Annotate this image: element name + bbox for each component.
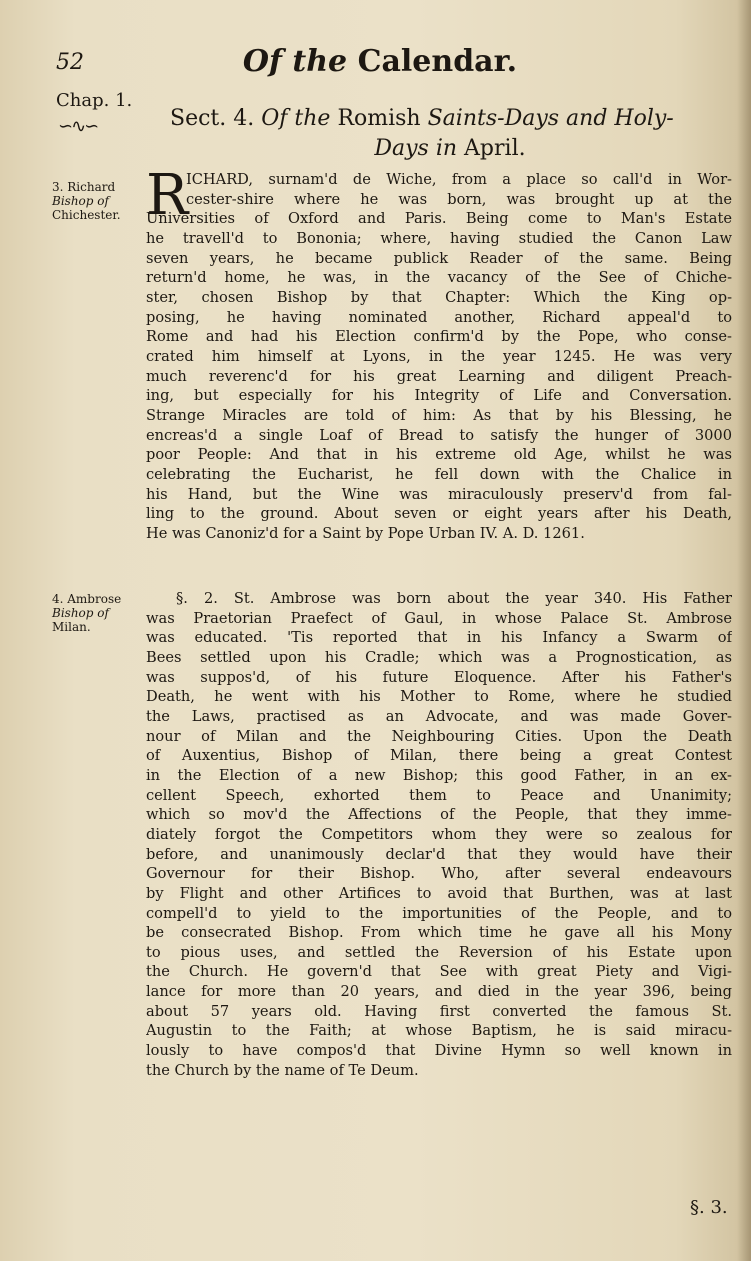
running-head-prefix: Of the xyxy=(242,44,348,79)
text-line: Augustin to the Faith; at whose Baptism, he is said miracu- xyxy=(146,1022,732,1040)
section-heading-part-2: Romish xyxy=(337,106,421,131)
text-line: ling to the ground. About seven or eight years after his Death, xyxy=(146,505,732,523)
text-line: the Church by the name of Te Deum. xyxy=(146,1061,419,1079)
margin-note-richard xyxy=(52,180,152,222)
text-line: celebrating the Eucharist, he fell down with the Chalice in xyxy=(146,465,732,483)
text-line: poor People: And that in his extreme old Age, whilst he was xyxy=(146,446,732,464)
page-number: 52 xyxy=(56,50,84,75)
text-line: his Hand, but the Wine was miraculously preserv'd from fal- xyxy=(146,485,732,503)
text-line: about 57 years old. Having first converted the famous St. xyxy=(146,1002,732,1020)
section-heading-part-3: Saints-Days and Holy- xyxy=(427,106,674,131)
text-line: §. 2. St. Ambrose was born about the year 340. His Father xyxy=(176,590,732,607)
section-heading-line-1 xyxy=(160,104,740,134)
text-line: he travell'd to Bononia; where, having studied the Canon Law xyxy=(146,229,732,247)
text-line: Strange Miracles are told of him: As that by his Blessing, he xyxy=(146,406,732,424)
margin-note-line: Milan. xyxy=(52,620,91,634)
text-line: much reverenc'd for his great Learning and diligent Preach- xyxy=(146,367,732,385)
text-line: ICHARD, surnam'd de Wiche, from a place so call'd in Wor- xyxy=(186,171,732,188)
text-line: cester-shire where he was born, was brought up at the xyxy=(186,190,732,208)
text-line: which so mov'd the Affections of the People, that they imme- xyxy=(146,806,732,824)
catchword: §. 3. xyxy=(690,1197,728,1218)
text-line: by Flight and other Artifices to avoid that Burthen, was at last xyxy=(146,884,732,902)
text-line: He was Canoniz'd for a Saint by Pope Urban IV. A. D. 1261. xyxy=(146,524,585,542)
margin-note-line: Bishop of xyxy=(52,606,109,620)
text-line: be consecrated Bishop. From which time he gave all his Mony xyxy=(146,924,732,942)
text-line: the Church. He govern'd that See with great Piety and Vigi- xyxy=(146,963,732,981)
margin-note-line: 3. Richard xyxy=(52,180,116,194)
text-line: was educated. 'Tis reported that in his Infancy a Swarm of xyxy=(146,629,732,647)
text-line: ing, but especially for his Integrity of Life and Conversation. xyxy=(146,387,732,405)
section-heading-part-1: Of the xyxy=(261,106,331,131)
text-line: was suppos'd, of his future Eloquence. After his Father's xyxy=(146,668,732,686)
text-line: return'd home, he was, in the vacancy of the See of Chiche- xyxy=(146,269,732,287)
margin-note-line: 4. Ambrose xyxy=(52,592,122,606)
text-line: diately forgot the Competitors whom they were so zealous for xyxy=(146,825,732,843)
text-line: before, and unanimously declar'd that they would have their xyxy=(146,845,732,863)
text-line: of Auxentius, Bishop of Milan, there being a great Contest xyxy=(146,747,732,765)
section-heading-part-4: Days in xyxy=(374,136,458,161)
text-line: was Praetorian Praefect of Gaul, in whose Palace St. Ambrose xyxy=(146,609,732,627)
text-line: cellent Speech, exhorted them to Peace and Unanimity; xyxy=(146,786,732,804)
margin-note-line: Bishop of xyxy=(52,194,109,208)
drop-cap: R xyxy=(146,163,189,228)
text-line: crated him himself at Lyons, in the year 1245. He was very xyxy=(146,347,732,365)
running-head xyxy=(180,44,580,79)
text-line: seven years, he became publick Reader of the same. Being xyxy=(146,249,732,267)
text-line: in the Election of a new Bishop; this good Father, in an ex- xyxy=(146,766,732,784)
text-line: encreas'd a single Loaf of Bread to satisfy the hunger of 3000 xyxy=(146,426,732,444)
running-head-title: Calendar. xyxy=(357,44,518,79)
text-line: Rome and had his Election confirm'd by the Pope, who conse- xyxy=(146,328,732,346)
text-line: Governour for their Bishop. Who, after several endeavours xyxy=(146,865,732,883)
chapter-label: Chap. 1. xyxy=(56,90,133,111)
paragraph-ambrose xyxy=(146,589,732,1080)
text-line: lously to have compos'd that Divine Hymn so well known in xyxy=(146,1042,732,1060)
margin-note-line: Chichester. xyxy=(52,208,121,222)
text-line: Bees settled upon his Cradle; which was a Prognostication, as xyxy=(146,648,732,666)
text-line: to pious uses, and settled the Reversion of his Estate upon xyxy=(146,943,732,961)
margin-note-ambrose xyxy=(52,592,152,634)
paragraph-richard xyxy=(146,163,732,543)
text-line: posing, he having nominated another, Richard appeal'd to xyxy=(146,308,732,326)
section-heading xyxy=(160,104,740,164)
text-line: compell'd to yield to the importunities of the People, and to xyxy=(146,904,732,922)
text-line: Universities of Oxford and Paris. Being come to Man's Estate xyxy=(146,210,732,228)
text-line: Death, he went with his Mother to Rome, where he studied xyxy=(146,688,732,706)
text-line: ster, chosen Bishop by that Chapter: Which the King op- xyxy=(146,288,732,306)
text-line: the Laws, practised as an Advocate, and was made Gover- xyxy=(146,707,732,725)
section-heading-line-2 xyxy=(160,134,740,164)
text-line: nour of Milan and the Neighbouring Cities. Upon the Death xyxy=(146,727,732,745)
section-label: Sect. 4. xyxy=(170,106,255,131)
chapter-ornament: ∽∿∽ xyxy=(58,116,98,137)
text-line: lance for more than 20 years, and died in the year 396, being xyxy=(146,983,732,1001)
page-edge-shadow xyxy=(737,0,751,1261)
section-heading-part-5: April. xyxy=(464,136,526,161)
